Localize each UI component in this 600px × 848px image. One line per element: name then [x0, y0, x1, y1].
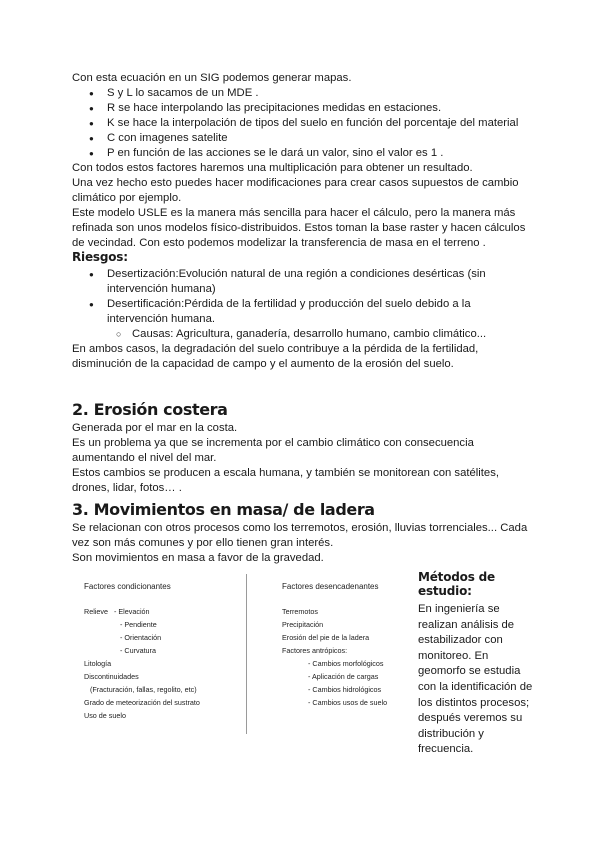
- factor-item: Precipitación: [282, 620, 324, 629]
- factores-desencadenantes-column: [282, 580, 387, 709]
- antropico-item: - Cambios morfológicos: [308, 659, 384, 668]
- discontinuidades-note: (Fracturación, fallas, regolito, etc): [90, 685, 197, 694]
- intro-block: [72, 71, 532, 251]
- list-item: ● C con imagenes satelite: [72, 131, 532, 146]
- factor-item: Erosión del pie de la ladera: [282, 633, 370, 642]
- factores-condicionantes-column: [84, 580, 200, 722]
- factor-item: Uso de suelo: [84, 711, 126, 720]
- riesgos-sub-list: [72, 327, 532, 342]
- factor-item: Grado de meteorización del sustrato: [84, 698, 200, 707]
- intro-paragraph-2: Una vez hecho esto puedes hacer modificaciones para crear casos supuestos de cambio climático por ejemplo.: [72, 177, 519, 204]
- antropico-item: - Aplicación de cargas: [308, 672, 379, 681]
- list-item: ● S y L lo sacamos de un MDE .: [72, 86, 532, 101]
- relieve-item: - Orientación: [120, 633, 162, 642]
- intro-paragraph-3: Este modelo USLE es la manera más sencilla para hacer el cálculo, pero la manera más refinada son unos modelos físico-distribuidos. Estos toman la base raster y hacen cálculos de vecindad. Con esto podemos modelizar la transferencia de masa en el terreno .: [72, 207, 526, 249]
- relieve-item: - Curvatura: [120, 646, 156, 655]
- relieve-item: - Elevación: [114, 607, 150, 616]
- intro-bullet-list: [72, 86, 532, 161]
- metodos-estudio-box: [418, 570, 534, 758]
- riesgos-closing: En ambos casos, la degradación del suelo contribuye a la pérdida de la fertilidad, disminución de la capacidad de campo y el aumento de la erosión del suelo.: [72, 343, 479, 370]
- riesgos-bullet-list: [72, 267, 532, 327]
- figure-divider: [246, 574, 247, 734]
- relieve-group: [84, 605, 200, 657]
- factor-item: Terremotos: [282, 607, 318, 616]
- section-3-line-2: Son movimientos en masa a favor de la gravedad.: [72, 552, 324, 564]
- section-2-line-2: Es un problema ya que se incrementa por el cambio climático con consecuencia aumentando el nivel del mar.: [72, 437, 474, 464]
- relieve-item: - Pendiente: [120, 620, 157, 629]
- section-erosion-costera: [72, 400, 532, 496]
- metodos-heading: Métodos de estudio:: [418, 570, 495, 598]
- section-3-title: 3. Movimientos en masa/ de ladera: [72, 500, 375, 519]
- factor-item: Factores antrópicos:: [282, 646, 348, 655]
- condicionantes-title: Factores condicionantes: [84, 582, 171, 591]
- list-item: ● Desertificación:Pérdida de la fertilidad y producción del suelo debido a la intervención humana.: [72, 297, 532, 327]
- riesgos-block: [72, 250, 532, 372]
- antropico-item: - Cambios usos de suelo: [308, 698, 388, 707]
- desencadenantes-title: Factores desencadenantes: [282, 582, 379, 591]
- list-item: ● P en función de las acciones se le dará un valor, sino el valor es 1 .: [72, 146, 532, 161]
- list-item: ● K se hace la interpolación de tipos del suelo en función del porcentaje del material: [72, 116, 532, 131]
- section-2-line-3: Estos cambios se producen a escala humana, y también se monitorean con satélites, drones, lidar, fotos… .: [72, 467, 500, 494]
- list-item: ● Desertización:Evolución natural de una región a condiciones desérticas (sin intervención humana): [72, 267, 532, 297]
- intro-first-line: Con esta ecuación en un SIG podemos generar mapas.: [72, 72, 352, 84]
- section-3-line-1: Se relacionan con otros procesos como los terremotos, erosión, lluvias torrenciales... Cada vez son más comunes y por ello tienen gran interés.: [72, 522, 528, 549]
- factor-item: Litología: [84, 659, 112, 668]
- section-2-title: 2. Erosión costera: [72, 400, 228, 419]
- antropico-item: - Cambios hidrológicos: [308, 685, 382, 694]
- factor-item: Discontinuidades: [84, 672, 139, 681]
- riesgos-heading: Riesgos:: [72, 250, 128, 264]
- relieve-label: Relieve: [84, 607, 108, 616]
- list-item: ● R se hace interpolando las precipitaciones medidas en estaciones.: [72, 101, 532, 116]
- intro-paragraph-1: Con todos estos factores haremos una multiplicación para obtener un resultado.: [72, 162, 473, 174]
- list-item: ○ Causas: Agricultura, ganadería, desarrollo humano, cambio climático...: [72, 327, 532, 342]
- metodos-text: En ingeniería se realizan análisis de estabilizador con monitoreo. En geomorfo se estudia con la identificación de los distintos procesos; después veremos su distribución y frecuencia.: [418, 603, 533, 756]
- factors-figure: [72, 570, 406, 746]
- section-movimientos-masa: [72, 500, 532, 566]
- section-2-line-1: Generada por el mar en la costa.: [72, 422, 238, 434]
